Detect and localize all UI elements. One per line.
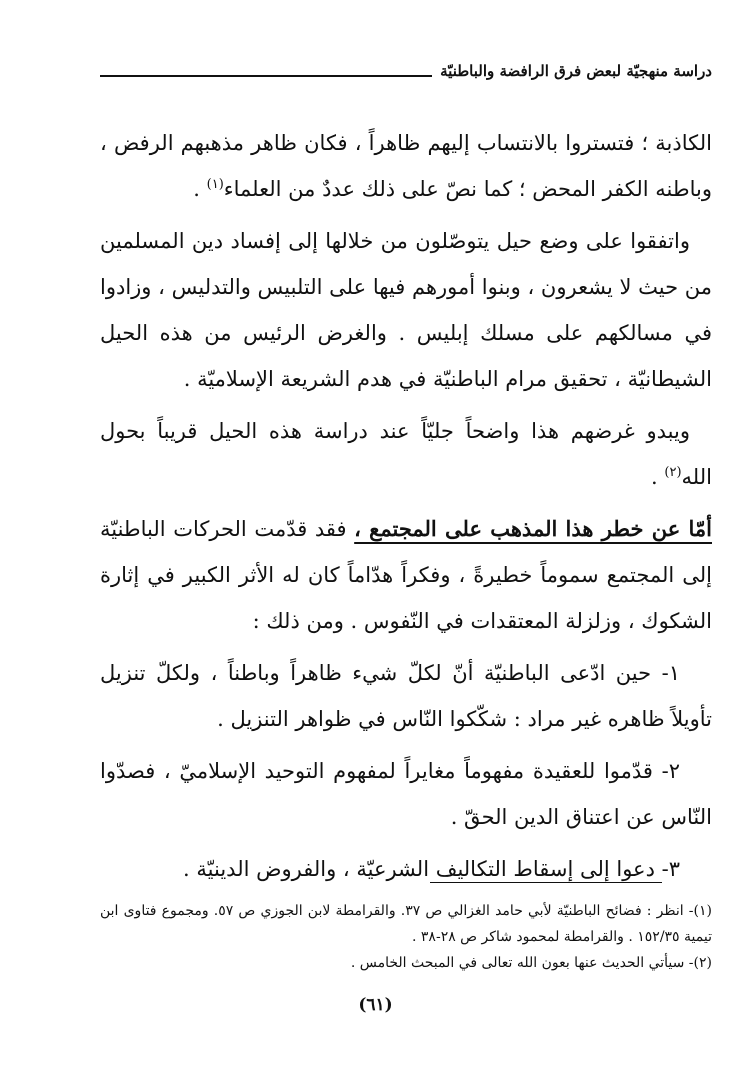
- footnote-ref-2: (٢): [664, 465, 682, 480]
- footnotes: [100, 898, 712, 976]
- list-item-2: ٢- قدّموا للعقيدة مفهوماً مغايراً لمفهوم التوحيد الإسلاميّ ، فصدّوا النّاس عن اعتناق الدين الحقّ .: [100, 759, 712, 829]
- paragraph-1-text: الكاذبة ؛ فتستروا بالانتساب إليهم ظاهراً ، فكان ظاهر مذهبهم الرفض ، وباطنه الكفر المحض ؛ كما نصّ على ذلك عددٌ من العلماء: [100, 131, 712, 201]
- running-header: [100, 62, 712, 80]
- page-number: (٦١): [358, 995, 393, 1015]
- paragraph-1: [100, 120, 712, 212]
- paragraph-3-end: .: [651, 465, 665, 489]
- main-text: [100, 120, 712, 898]
- section-lead-heading: أمّا عن خطر هذا المذهب على المجتمع ،: [354, 516, 712, 541]
- footnote-1: (١)- انظر : فضائح الباطنيّة لأبي حامد الغزالي ص ٣٧. والقرامطة لابن الجوزي ص ٥٧. ومجموع فتاوى ابن تيمية ١٥٢/٣٥ . والقرامطة لمحمود شاكر ص ٢٨-٣٨ .: [100, 903, 712, 945]
- footnote-ref-1: (١): [206, 177, 224, 192]
- paragraph-2: واتفقوا على وضع حيل يتوصّلون من خلالها إلى إفساد دين المسلمين من حيث لا يشعرون ، وبنوا أمورهم فيها على التلبيس والتدليس ، وزادوا في مسالكهم على مسلك إبليس . والغرض الرئيس من هذه الحيل الشيطانيّة ، تحقيق مرام الباطنيّة في هدم الشريعة الإسلاميّة .: [100, 229, 712, 391]
- paragraph-3-text: ويبدو غرضهم هذا واضحاً جليّاً عند دراسة هذه الحيل قريباً بحول الله: [100, 419, 712, 489]
- list-item-3: ٣- دعوا إلى إسقاط التكاليف الشرعيّة ، والفروض الدينيّة .: [183, 857, 680, 881]
- paragraph-4: [100, 506, 712, 644]
- paragraph-1-end: .: [193, 177, 207, 201]
- list-item-1: ١- حين ادّعى الباطنيّة أنّ لكلّ شيء ظاهراً وباطناً ، ولكلّ تنزيل تأويلاً ظاهره غير مراد : شكّكوا النّاس في ظواهر التنزيل .: [100, 661, 712, 731]
- paragraph-4-text: فقد قدّمت الحركات الباطنيّة إلى المجتمع سموماً خطيرةً ، وفكراً هدّاماً كان له الأثر الكبير في إثارة الشكوك ، وزلزلة المعتقدات في النّفوس . ومن ذلك :: [100, 517, 712, 633]
- footnote-2: (٢)- سيأتي الحديث عنها بعون الله تعالى في المبحث الخامس .: [350, 955, 712, 971]
- paragraph-3: [100, 408, 712, 500]
- header-rule: [100, 75, 432, 77]
- header-title: دراسة منهجيّة لبعض فرق الرافضة والباطنيّة: [440, 62, 712, 80]
- footnote-divider: [430, 882, 662, 883]
